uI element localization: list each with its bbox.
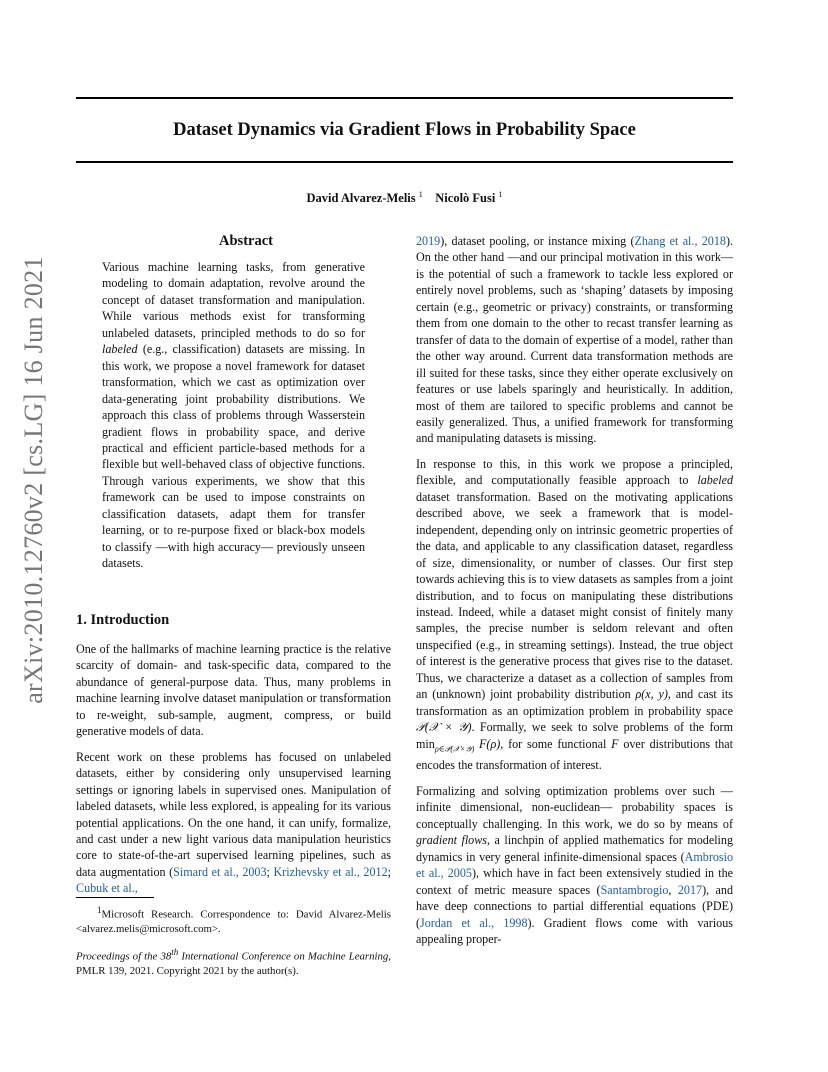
footnote-rule: [76, 897, 154, 898]
right-column-body: [416, 233, 733, 956]
author-name: David Alvarez-Melis: [306, 191, 416, 206]
citation-link[interactable]: Zhang et al., 2018: [634, 234, 726, 248]
citation-link[interactable]: Santambrogio: [600, 882, 669, 897]
citation-link[interactable]: Simard et al., 2003: [173, 864, 267, 879]
citation-link[interactable]: Ambrosio et al., 2005: [416, 849, 733, 881]
proceedings-text: International Conference on Machine Learning: [178, 950, 389, 963]
separator: ;: [387, 864, 391, 879]
paragraph-text: . Formally, we seek to solve problems of the form: [471, 720, 733, 735]
top-rule: [76, 97, 733, 99]
author-list: [76, 190, 733, 206]
abstract-text: (e.g., classification) datasets are missing. In this work, we propose a novel framework for dataset transformation, which we cast as optimization over data-generating joint probability distributions. We approach this class of problems through Wasserstein gradient flows in probability space, and derive practical and efficient particle-based methods for a flexible but well-behaved class of objective functions. Through various experiments, we show that this framework can be used to impose constraints on classification datasets, adapt them for transfer learning, or to re-purpose fixed or black-box models to classify —with high accuracy— previously unseen datasets.: [102, 342, 365, 571]
abstract-heading: Abstract: [219, 233, 273, 249]
paragraph-text: In response to this, in this work we propose a principled, flexible, and computationally feasible approach to: [416, 456, 733, 488]
paragraph-text: , for some functional: [500, 736, 612, 751]
paragraph-text: ). Gradient flows come with various appealing proper-: [416, 915, 733, 946]
math-subscript: ρ∈𝒫(𝒳×𝒴): [434, 744, 475, 753]
emphasis: labeled: [697, 473, 733, 488]
math-inline: F: [611, 736, 619, 751]
separator: ;: [266, 864, 274, 879]
math-inline: 𝒫(𝒳 × 𝒴): [416, 720, 472, 735]
footnotes: [76, 903, 391, 986]
math-inline: ρ(x, y): [635, 687, 668, 702]
paragraph-text: ), which have in fact been extensively studied in the context of metric measure spaces (: [416, 866, 733, 897]
paragraph-text: over distributions that encodes the transformation of interest.: [416, 736, 733, 773]
paragraph-text: ), dataset pooling, or instance mixing (: [440, 234, 635, 248]
paragraph-text: ), and have deep connections to partial differential equations (PDE) (: [416, 882, 733, 930]
section-heading-introduction: 1. Introduction: [76, 612, 170, 628]
proceedings-text: Proceedings of the 38: [76, 950, 172, 963]
footnote-affiliation: [76, 903, 391, 937]
proceedings-note: [76, 945, 391, 979]
author-affiliation-mark: 1: [418, 190, 423, 199]
footnote-mark: 1: [96, 905, 102, 915]
separator: ,: [668, 882, 678, 897]
proceedings-text: , PMLR 139, 2021. Copyright 2021 by the author(s).: [76, 950, 391, 977]
paragraph-text: , a linchpin of applied mathematics for modeling dynamics in very general infinite-dimensional spaces (: [416, 833, 734, 864]
math-inline: F(ρ): [474, 736, 501, 751]
paragraph: [416, 233, 733, 447]
paragraph-text: Recent work on these problems has focused on unlabeled datasets, either by considering only unsupervised learning settings or ignoring labels in supervised ones. Manipulation of labeled datasets, while less explored, is appealing for its various potential applications. On the one hand, it can unify, formalize, and cast under a new light various data manipulation heuristics core to state-of-the-art supervised learning pipelines, such as data augmentation (: [76, 749, 391, 879]
emphasis: gradient flows: [416, 833, 488, 848]
paragraph-text: dataset transformation. Based on the motivating applications described above, we seek a framework that is model-independent, depending only on intrinsic geometric properties of the data, and applicable to any classification dataset, regardless of size, dimensionality, or number of classes. Our first step towards achieving this is to view datasets as samples from a joint distribution, and to focus on manipulating these distributions instead. Indeed, while a dataset might consist of finitely many samples, the precise number is seldom relevant and often unspecified (e.g., in streaming settings). Instead, the true object of interest is the generative process that gives rise to the dataset. Thus, we characterize a dataset as a collection of samples from an (unknown) joint probability distribution: [416, 489, 733, 702]
citation-link[interactable]: 2019: [416, 234, 441, 248]
paragraph-text: ). On the other hand —and our principal motivation in this work— is the potential of such a framework to tackle less explored or entirely novel problems, such as ‘shaping’ datasets by imposing certain (e.g., geometric or privacy) constraints, or transforming them from one domain to the other to recast transfer learning as transfer of data to the domain of expertise of a model, rather than the other way around. Current data transformation methods are ill suited for these tasks, since they either operate exclusively on features or use labels sparingly and heuristically. In addition, most of them are tailored to specific problems and cannot be easily generalized. Thus, a unified framework for transforming and manipulating datasets is missing.: [416, 234, 733, 446]
citation-link[interactable]: Krizhevsky et al., 2012: [273, 864, 388, 879]
abstract-body: [102, 259, 365, 572]
title-bottom-rule: [76, 161, 733, 163]
abstract-emphasis: labeled: [102, 342, 138, 357]
arxiv-stamp: arXiv:2010.12760v2 [cs.LG] 16 Jun 2021: [19, 256, 48, 704]
paragraph: [416, 456, 733, 774]
author-name: Nicolò Fusi: [435, 191, 496, 206]
paragraph-text: Formalizing and solving optimization problems over such —infinite dimensional, non-euclidean— probability spaces is conceptually challenging. In this work, we do so by means of: [416, 783, 733, 831]
paper-title: Dataset Dynamics via Gradient Flows in Probability Space: [173, 120, 636, 140]
left-column-body: [76, 641, 391, 906]
abstract-text: Various machine learning tasks, from generative modeling to domain adaptation, revolve around the concept of dataset transformation and manipulation. While various methods exist for transforming unlabeled datasets, principled methods to do so for: [102, 260, 365, 340]
paragraph: [76, 749, 391, 897]
proceedings-superscript: th: [171, 946, 179, 957]
citation-link[interactable]: Cubuk et al.,: [76, 881, 138, 896]
footnote-text: Microsoft Research. Correspondence to: David Alvarez-Melis <alvarez.melis@microsoft.com>.: [76, 908, 391, 936]
author-affiliation-mark: 1: [498, 190, 503, 199]
paragraph: [416, 783, 733, 948]
paragraph: One of the hallmarks of machine learning practice is the relative scarcity of domain- and task-specific data, compared to the abundance of general-purpose data. Thus, many problems in machine learning involve dataset manipulation or transformation to re-weight, sub-sample, augment, compress, or build generative models of data.: [76, 642, 391, 739]
paragraph-text: , and cast its transformation as an optimization problem in probability space: [416, 687, 733, 718]
math-inline: min: [416, 736, 435, 751]
citation-link[interactable]: 2017: [677, 882, 703, 897]
citation-link[interactable]: Jordan et al., 1998: [420, 915, 528, 930]
